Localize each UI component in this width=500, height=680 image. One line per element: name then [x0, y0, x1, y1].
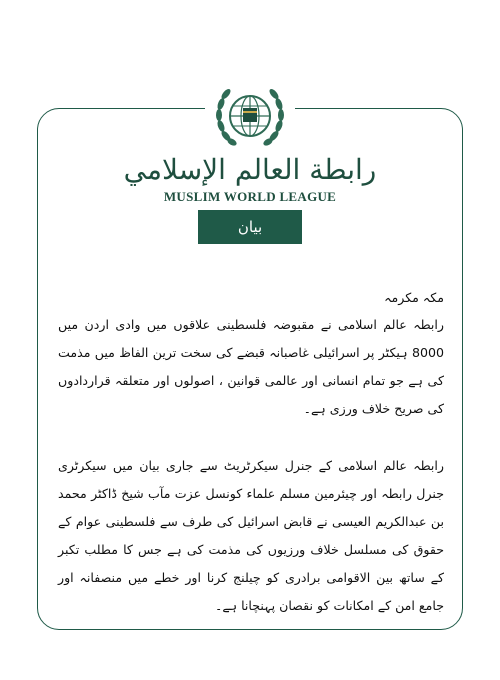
- paragraph-2: رابطہ عالم اسلامی کے جنرل سیکرٹریٹ سے جاری بیان میں سیکرٹری جنرل رابطہ اور چیئرمین مسلم علماء کونسل عزت مآب شیخ ڈاکٹر محمد بن عبدالکریم العیسی نے قابض اسرائیل کی طرف سے فلسطینی عوام کے حقوق کی مسلسل خلاف ورزیوں کی مذمت کی ہے جس کا مطلب تکبر کے ساتھ بین الاقوامی برادری کو چیلنج کرنا اور خطے میں منصفانہ اور جامع امن کے امکانات کو نقصان پہنچانا ہے۔: [58, 458, 444, 613]
- mwl-emblem: [205, 76, 295, 156]
- paragraph-1: رابطہ عالم اسلامی نے مقبوضہ فلسطینی علاقوں میں وادی اردن میں 8000 ہیکٹر پر اسرائیلی غاصبانہ قبضے کی سخت ترین الفاظ میں مذمت کی ہے جو تمام انسانی اور عالمی قوانین ، اصولوں اور متعلقہ قراردادوں کی صریح خلاف ورزی ہے۔: [58, 317, 444, 416]
- emblem-icon: [210, 78, 290, 154]
- city-line: مکہ مکرمہ: [384, 290, 444, 305]
- arabic-org-name: رابطة العالم الإسلامي: [123, 153, 377, 186]
- statement-badge: بیان: [198, 210, 302, 244]
- english-org-name: MUSLIM WORLD LEAGUE: [163, 189, 337, 204]
